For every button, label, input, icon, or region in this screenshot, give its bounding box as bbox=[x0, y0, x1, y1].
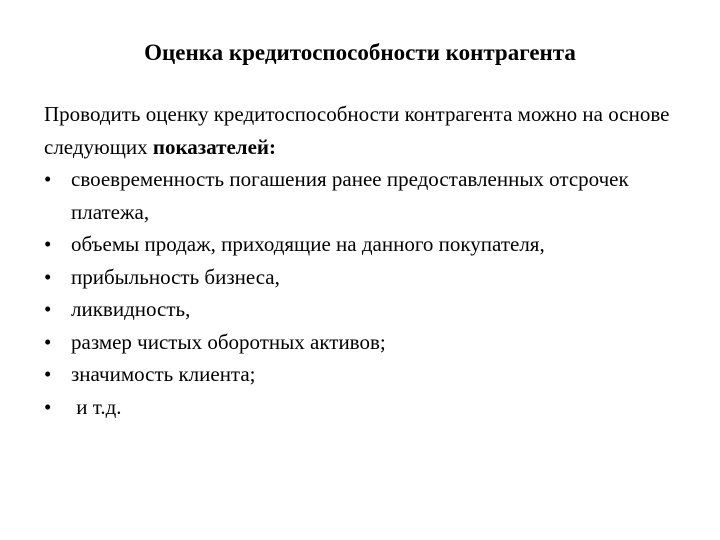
bullet-icon: • bbox=[44, 394, 52, 419]
indicator-list bbox=[44, 163, 684, 423]
list-item-text: прибыльность бизнеса, bbox=[71, 264, 280, 289]
list-item bbox=[44, 261, 684, 294]
list-item-text: значимость клиента; bbox=[71, 362, 256, 386]
list-item bbox=[44, 391, 684, 424]
list-item bbox=[44, 358, 684, 391]
slide-title-text: Оценка кредитоспособности контрагента bbox=[144, 40, 576, 65]
bullet-icon: • bbox=[44, 297, 52, 321]
intro-paragraph bbox=[44, 98, 684, 163]
intro-bold-text: показателей: bbox=[152, 134, 276, 159]
list-item bbox=[44, 228, 684, 261]
bullet-icon: • bbox=[44, 264, 52, 289]
bullet-icon: • bbox=[44, 167, 52, 191]
intro-text: Проводить оценку кредитоспособности контрагента можно на основе следующих bbox=[44, 102, 670, 159]
bullet-icon: • bbox=[44, 232, 52, 256]
bullet-icon: • bbox=[44, 362, 52, 386]
list-item-text: своевременность погашения ранее предоставленных отсрочек платежа, bbox=[71, 167, 629, 224]
slide-body bbox=[44, 98, 684, 423]
bullet-icon: • bbox=[44, 329, 52, 354]
list-item-text: размер чистых оборотных активов; bbox=[71, 329, 386, 354]
list-item bbox=[44, 326, 684, 359]
list-item-text: и т.д. bbox=[71, 394, 122, 419]
list-item bbox=[44, 163, 684, 228]
list-item bbox=[44, 293, 684, 326]
list-item-text: ликвидность, bbox=[71, 297, 191, 321]
list-item-text: объемы продаж, приходящие на данного покупателя, bbox=[71, 232, 545, 256]
slide-title bbox=[0, 38, 720, 68]
